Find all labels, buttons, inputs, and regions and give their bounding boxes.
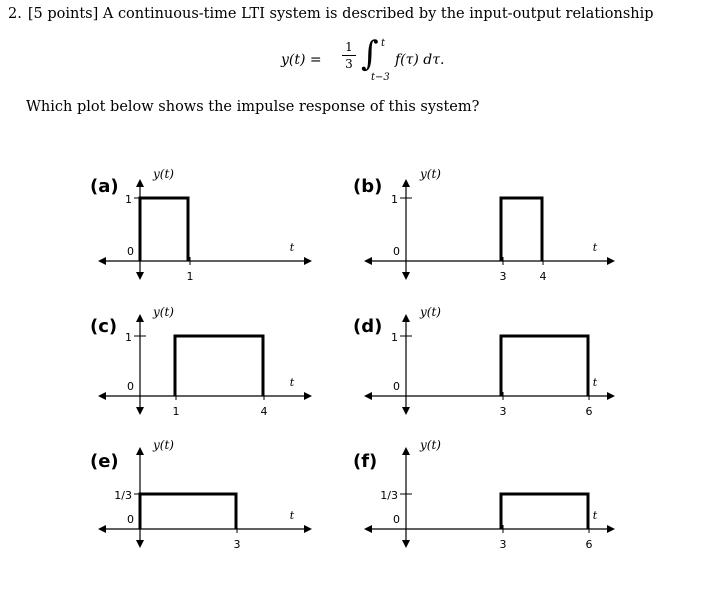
pulse — [175, 336, 263, 396]
pulse — [501, 494, 588, 529]
start-tick-label: 3 — [499, 270, 507, 283]
start-tick-label: 1 — [172, 405, 180, 418]
y-axis-arrow-down-icon — [402, 407, 410, 415]
origin-label: 0 — [393, 380, 400, 393]
x-axis-label: t — [592, 241, 598, 254]
level-label: 1 — [125, 193, 132, 206]
x-axis-arrow-left-icon — [364, 525, 372, 533]
pulse — [501, 198, 542, 261]
origin-label: 0 — [127, 513, 134, 526]
plot-label: (d) — [353, 316, 383, 337]
end-tick-label: 6 — [585, 538, 593, 551]
level-label: 1 — [391, 193, 398, 206]
x-axis-arrow-icon — [304, 525, 312, 533]
y-axis-arrow-down-icon — [402, 272, 410, 280]
plot-d — [353, 305, 615, 418]
question-text: [5 points] A continuous-time LTI system is described by the input-output relationship — [27, 6, 654, 22]
origin-label: 0 — [127, 245, 134, 258]
question-number: 2. — [8, 6, 22, 22]
plot-label: (c) — [90, 316, 118, 337]
plot-e — [90, 438, 312, 551]
x-axis-arrow-icon — [304, 392, 312, 400]
y-axis-label: y(t) — [153, 438, 174, 452]
x-axis-arrow-left-icon — [364, 392, 372, 400]
pulse — [501, 336, 588, 396]
fraction-numerator: 1 — [345, 40, 353, 54]
plot-b — [353, 167, 615, 283]
pulse — [140, 198, 188, 261]
x-axis-arrow-left-icon — [98, 525, 106, 533]
x-axis-label: t — [289, 509, 295, 522]
x-axis-arrow-left-icon — [98, 257, 106, 265]
y-axis-arrow-icon — [402, 447, 410, 455]
y-axis-arrow-down-icon — [136, 272, 144, 280]
x-axis-arrow-icon — [607, 392, 615, 400]
y-axis-label: y(t) — [420, 167, 441, 181]
fraction-denominator: 3 — [345, 57, 353, 71]
end-tick-label: 1 — [186, 270, 194, 283]
origin-label: 0 — [393, 513, 400, 526]
x-axis-label: t — [289, 376, 295, 389]
plot-f — [353, 438, 615, 551]
x-axis-arrow-left-icon — [98, 392, 106, 400]
y-axis-label: y(t) — [420, 305, 441, 319]
integral-lower-bound: t−3 — [371, 72, 390, 83]
level-label: 1 — [125, 331, 132, 344]
integral-sign: ∫ — [361, 34, 379, 74]
y-axis-arrow-down-icon — [402, 540, 410, 548]
x-axis-label: t — [592, 509, 598, 522]
integrand: f(τ) dτ. — [395, 52, 445, 68]
plot-a — [90, 167, 312, 283]
start-tick-label: 3 — [499, 405, 507, 418]
x-axis-arrow-icon — [607, 525, 615, 533]
equation-lhs: y(t) = — [281, 52, 322, 68]
level-label: 1 — [391, 331, 398, 344]
start-tick-label: 3 — [499, 538, 507, 551]
y-axis-label: y(t) — [153, 167, 174, 181]
origin-label: 0 — [393, 245, 400, 258]
y-axis-arrow-icon — [136, 179, 144, 187]
level-label: 1/3 — [114, 489, 132, 502]
level-label: 1/3 — [380, 489, 398, 502]
end-tick-label: 6 — [585, 405, 593, 418]
x-axis-arrow-icon — [304, 257, 312, 265]
x-axis-label: t — [289, 241, 295, 254]
plot-label: (e) — [90, 451, 119, 472]
integral-upper-bound: t — [381, 38, 386, 49]
question-prompt: Which plot below shows the impulse response of this system? — [26, 99, 480, 115]
y-axis-arrow-icon — [136, 314, 144, 322]
x-axis-arrow-left-icon — [364, 257, 372, 265]
y-axis-arrow-icon — [136, 447, 144, 455]
x-axis-arrow-icon — [607, 257, 615, 265]
y-axis-arrow-down-icon — [136, 407, 144, 415]
end-tick-label: 3 — [233, 538, 241, 551]
plot-label: (f) — [353, 451, 378, 472]
plot-c — [90, 305, 312, 418]
y-axis-label: y(t) — [420, 438, 441, 452]
y-axis-arrow-icon — [402, 314, 410, 322]
end-tick-label: 4 — [260, 405, 268, 418]
y-axis-arrow-icon — [402, 179, 410, 187]
plot-label: (a) — [90, 176, 119, 197]
x-axis-label: t — [592, 376, 598, 389]
pulse — [140, 494, 236, 529]
plot-label: (b) — [353, 176, 383, 197]
y-axis-label: y(t) — [153, 305, 174, 319]
origin-label: 0 — [127, 380, 134, 393]
end-tick-label: 4 — [539, 270, 547, 283]
y-axis-arrow-down-icon — [136, 540, 144, 548]
